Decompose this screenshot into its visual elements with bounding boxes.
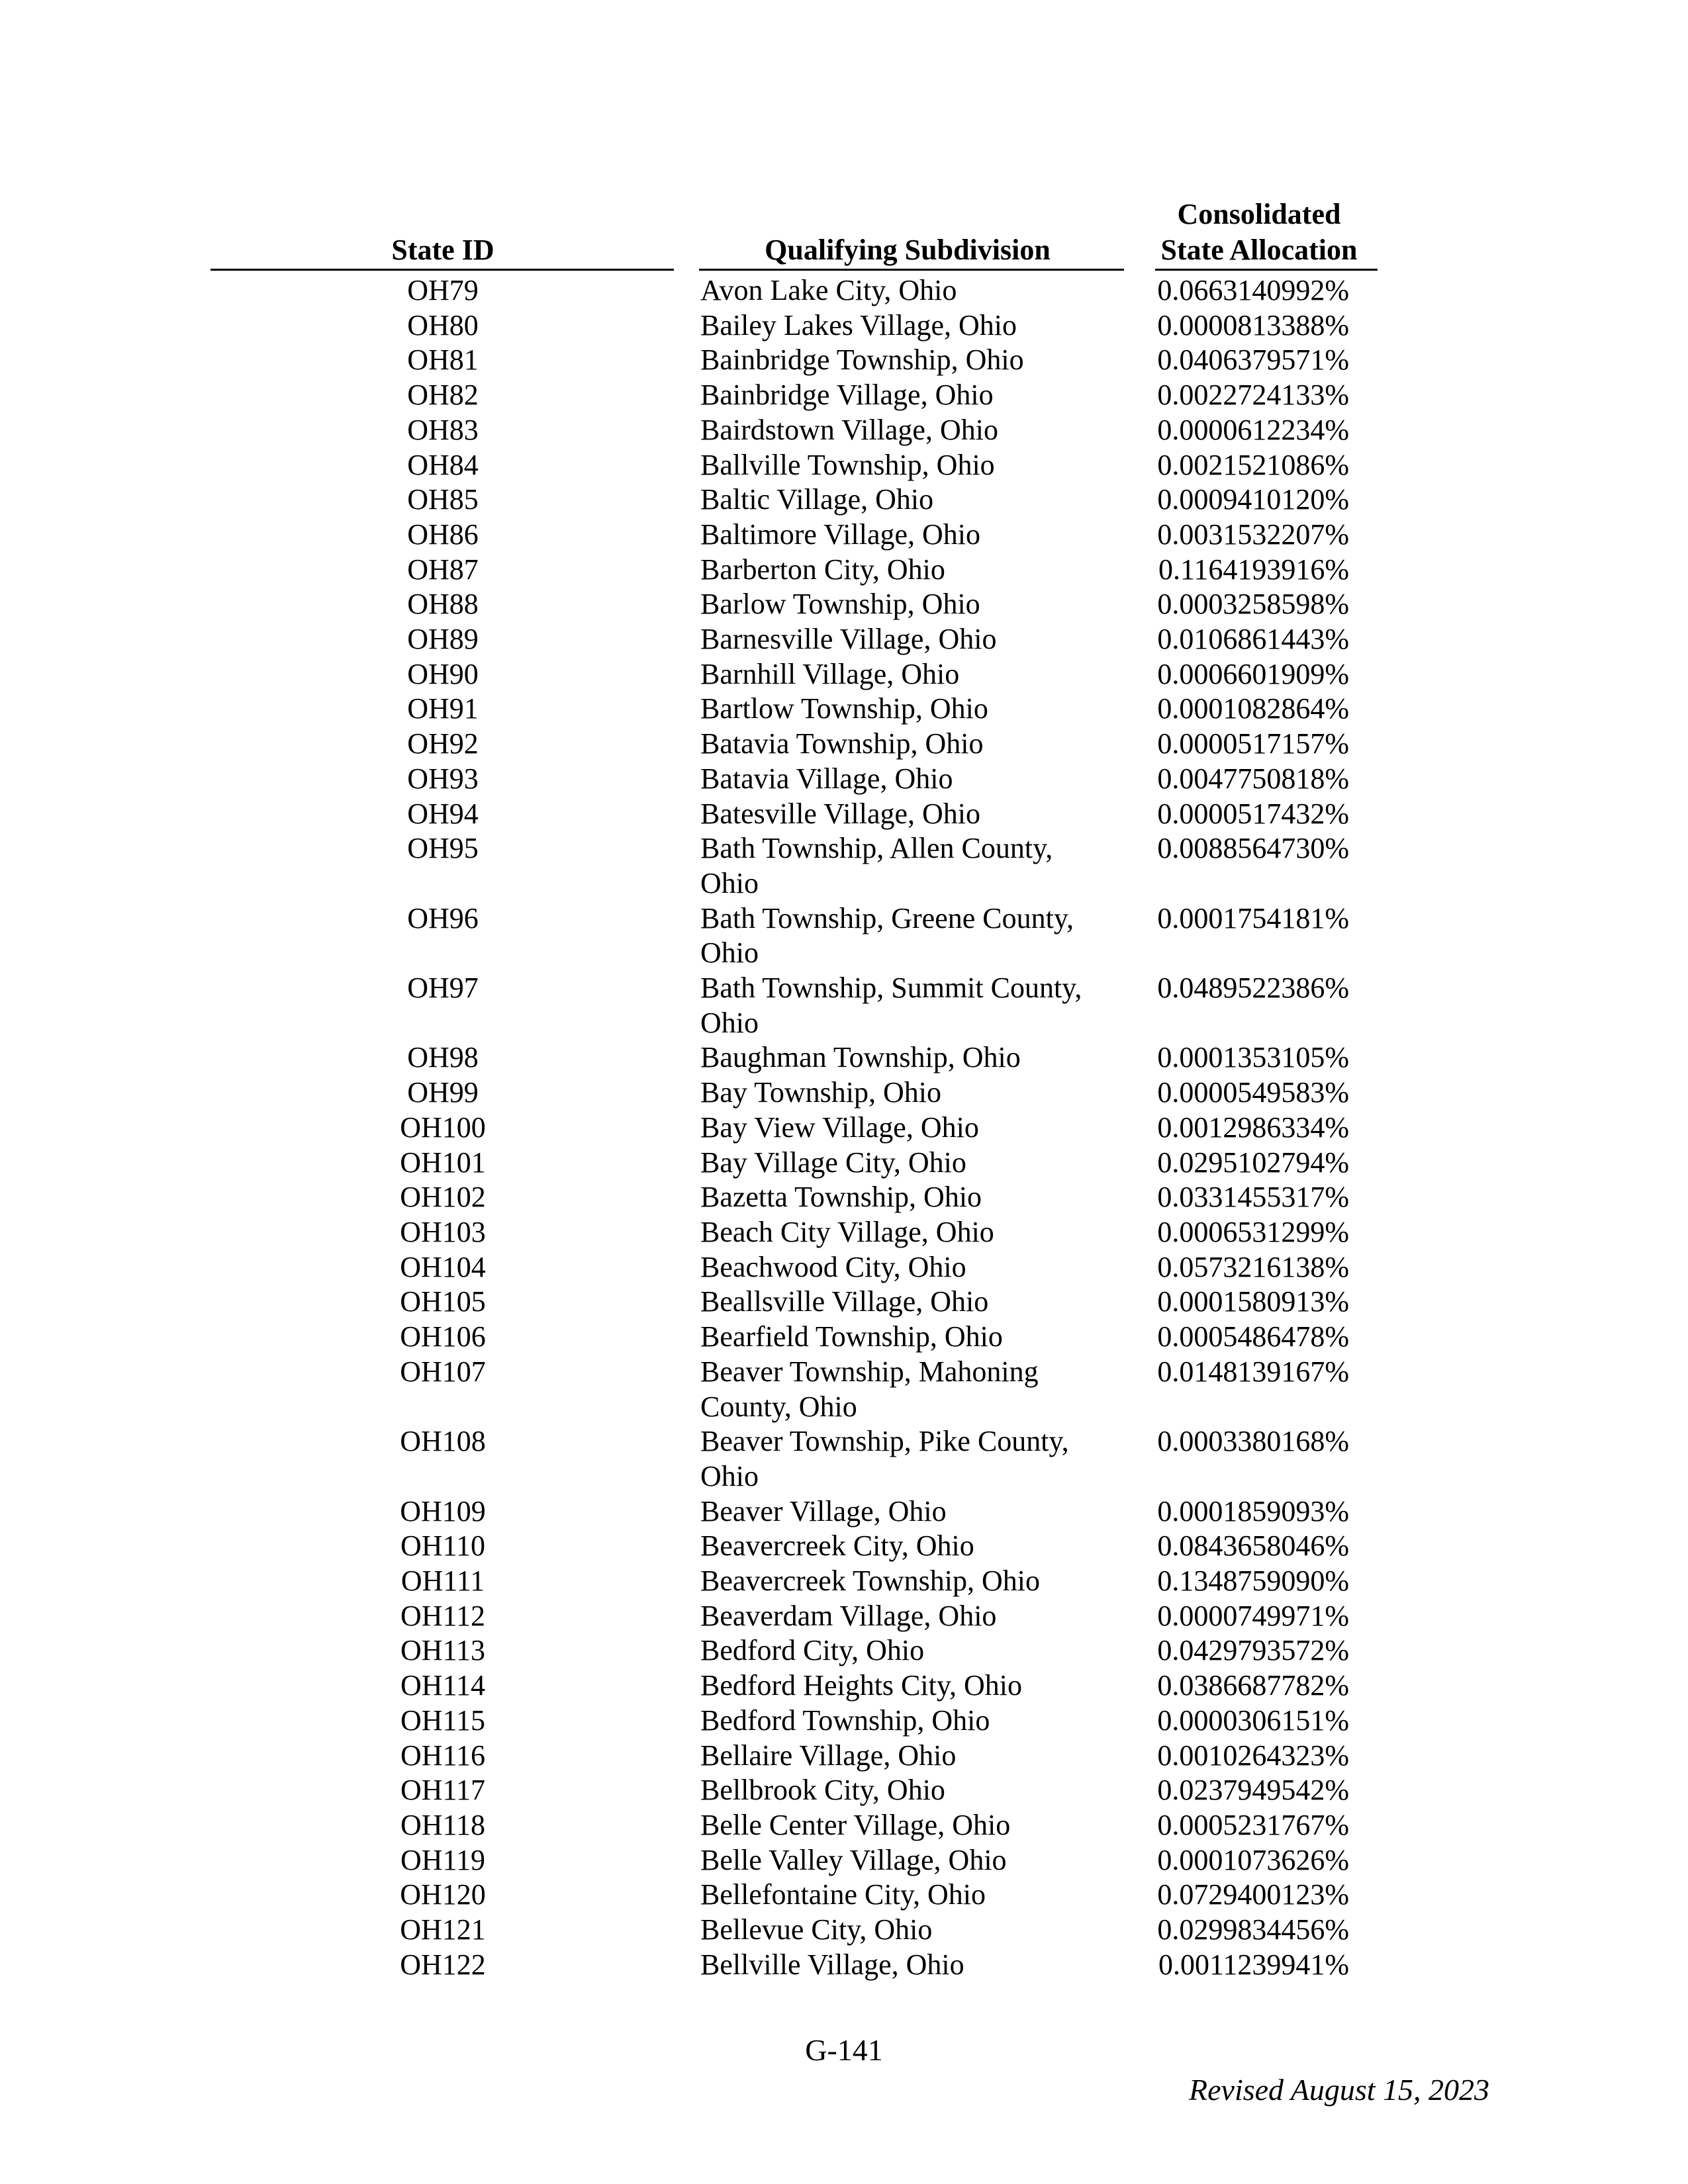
allocation-cell: 0.0022724133% — [1157, 379, 1349, 412]
subdivision-cell — [675, 901, 1098, 971]
header-rule-state-id — [211, 269, 674, 271]
subdivision-cell — [675, 1808, 1098, 1843]
subdivision-name-line: Bedford City, Ohio — [700, 1634, 925, 1667]
allocation-cell: 0.0406379571% — [1157, 343, 1349, 377]
state-id-cell: OH116 — [400, 1739, 485, 1772]
allocation-cell: 0.0843658046% — [1157, 1529, 1349, 1563]
subdivision-name-line: Beallsville Village, Ohio — [700, 1285, 989, 1318]
subdivision-name-line: Barnesville Village, Ohio — [700, 623, 997, 656]
subdivision-name-line: Bailey Lakes Village, Ohio — [700, 308, 1017, 341]
allocation-cell: 0.0573216138% — [1157, 1250, 1349, 1283]
subdivision-cell — [675, 1075, 1098, 1111]
allocation-cell: 0.0009410120% — [1157, 483, 1349, 516]
subdivision-name-line: Bellefontaine City, Ohio — [700, 1878, 986, 1911]
allocation-cell: 0.1164193916% — [1158, 553, 1349, 586]
subdivision-cell — [675, 1913, 1098, 1948]
state-id-cell: OH97 — [407, 972, 479, 1005]
subdivision-name-line: Avon Lake City, Ohio — [700, 274, 957, 306]
subdivision-name-line: Baltimore Village, Ohio — [700, 518, 981, 551]
state-id-cell: OH122 — [400, 1948, 486, 1981]
state-id-cell: OH95 — [407, 832, 479, 865]
state-id-cell: OH83 — [407, 413, 479, 446]
subdivision-cell — [675, 1250, 1098, 1285]
subdivision-cell — [675, 1668, 1098, 1704]
allocation-cell: 0.1348759090% — [1157, 1565, 1349, 1598]
subdivision-cell — [675, 762, 1098, 797]
table-row — [0, 1773, 1688, 1808]
table-row — [0, 587, 1688, 622]
table-row — [0, 1250, 1688, 1285]
table-row — [0, 1180, 1688, 1215]
subdivision-name-line: Beaver Township, Mahoning — [700, 1355, 1039, 1388]
header-rule-allocation — [1155, 269, 1378, 271]
table-row — [0, 1040, 1688, 1075]
subdivision-name-line: Beaverdam Village, Ohio — [700, 1599, 997, 1632]
allocation-table — [0, 273, 1688, 1982]
subdivision-name-line: Beaver Township, Pike County, — [700, 1425, 1069, 1458]
subdivision-name-line: Beaver Village, Ohio — [700, 1494, 947, 1527]
state-id-cell: OH113 — [400, 1634, 485, 1667]
allocation-cell: 0.0001580913% — [1157, 1285, 1349, 1318]
allocation-cell: 0.0148139167% — [1157, 1355, 1349, 1388]
subdivision-name-line: Bedford Heights City, Ohio — [700, 1669, 1022, 1702]
state-id-cell: OH85 — [407, 483, 479, 516]
table-row — [0, 308, 1688, 343]
table-row — [0, 482, 1688, 518]
subdivision-cell — [675, 622, 1098, 657]
table-row — [0, 343, 1688, 378]
subdivision-name-line: Bedford Township, Ohio — [700, 1704, 990, 1737]
state-id-cell: OH82 — [407, 379, 479, 412]
subdivision-cell — [675, 1040, 1098, 1075]
table-row — [0, 657, 1688, 692]
state-id-cell: OH101 — [400, 1146, 486, 1179]
table-row — [0, 553, 1688, 588]
allocation-cell: 0.0429793572% — [1157, 1634, 1349, 1667]
state-id-cell: OH81 — [407, 343, 479, 377]
table-row — [0, 1215, 1688, 1250]
allocation-cell: 0.0012986334% — [1157, 1111, 1349, 1144]
allocation-cell: 0.0003258598% — [1157, 588, 1349, 621]
allocation-cell: 0.0011239941% — [1158, 1948, 1349, 1981]
table-row — [0, 1878, 1688, 1913]
subdivision-cell — [675, 692, 1098, 727]
subdivision-cell — [675, 1215, 1098, 1250]
state-id-cell: OH112 — [400, 1599, 485, 1632]
subdivision-cell — [675, 831, 1098, 901]
subdivision-cell — [675, 308, 1098, 343]
subdivision-name-line: Bay Village City, Ohio — [700, 1146, 966, 1179]
table-row — [0, 797, 1688, 832]
allocation-cell: 0.0001353105% — [1157, 1041, 1349, 1074]
subdivision-cell — [675, 1529, 1098, 1564]
subdivision-name-line: Bath Township, Allen County, — [700, 832, 1053, 865]
subdivision-name-line: Barberton City, Ohio — [700, 553, 945, 586]
subdivision-cell — [675, 1704, 1098, 1739]
table-row — [0, 378, 1688, 413]
allocation-cell: 0.0000306151% — [1157, 1704, 1349, 1737]
subdivision-name-line: County, Ohio — [700, 1390, 857, 1423]
allocation-cell: 0.0021521086% — [1157, 448, 1349, 481]
header-allocation-line1: Consolidated — [1177, 198, 1341, 230]
state-id-cell: OH94 — [407, 797, 479, 830]
allocation-cell: 0.0001754181% — [1157, 901, 1349, 934]
subdivision-cell — [675, 343, 1098, 378]
state-id-cell: OH115 — [400, 1704, 485, 1737]
subdivision-cell — [675, 1320, 1098, 1355]
subdivision-name-line: Bath Township, Greene County, — [700, 901, 1074, 934]
subdivision-name-line: Bearfield Township, Ohio — [700, 1320, 1003, 1353]
state-id-cell: OH100 — [400, 1111, 486, 1144]
state-id-cell: OH103 — [400, 1215, 486, 1248]
subdivision-name-line: Ohio — [700, 1006, 759, 1039]
subdivision-cell — [675, 413, 1098, 448]
subdivision-cell — [675, 1285, 1098, 1320]
table-row — [0, 762, 1688, 797]
table-row — [0, 692, 1688, 727]
state-id-cell: OH87 — [407, 553, 479, 586]
allocation-cell: 0.0001859093% — [1157, 1494, 1349, 1527]
table-row — [0, 901, 1688, 971]
table-row — [0, 971, 1688, 1040]
header-allocation-line2: State Allocation — [1160, 234, 1358, 266]
allocation-cell: 0.0729400123% — [1157, 1878, 1349, 1911]
allocation-cell: 0.0489522386% — [1157, 972, 1349, 1005]
allocation-cell: 0.0295102794% — [1157, 1146, 1349, 1179]
subdivision-cell — [675, 553, 1098, 588]
table-row — [0, 1668, 1688, 1704]
state-id-cell: OH79 — [407, 274, 479, 306]
subdivision-cell — [675, 587, 1098, 622]
table-row — [0, 1285, 1688, 1320]
subdivision-name-line: Barnhill Village, Ohio — [700, 657, 960, 690]
subdivision-cell — [675, 1180, 1098, 1215]
subdivision-name-line: Bellevue City, Ohio — [700, 1913, 933, 1946]
table-row — [0, 518, 1688, 553]
subdivision-cell — [675, 1773, 1098, 1808]
subdivision-cell — [675, 1878, 1098, 1913]
subdivision-cell — [675, 448, 1098, 483]
subdivision-cell — [675, 1633, 1098, 1668]
subdivision-name-line: Beavercreek Township, Ohio — [700, 1565, 1040, 1598]
subdivision-name-line: Bellbrook City, Ohio — [700, 1774, 945, 1807]
subdivision-name-line: Bay Township, Ohio — [700, 1076, 942, 1109]
state-id-cell: OH120 — [400, 1878, 486, 1911]
allocation-cell: 0.0331455317% — [1157, 1181, 1349, 1214]
subdivision-name-line: Bath Township, Summit County, — [700, 972, 1082, 1005]
state-id-cell: OH121 — [400, 1913, 486, 1946]
state-id-cell: OH93 — [407, 762, 479, 795]
state-id-cell: OH110 — [400, 1529, 485, 1563]
state-id-cell: OH106 — [400, 1320, 486, 1353]
subdivision-cell — [675, 1564, 1098, 1599]
table-row — [0, 1355, 1688, 1424]
subdivision-name-line: Baltic Village, Ohio — [700, 483, 934, 516]
table-row — [0, 1599, 1688, 1634]
table-row — [0, 273, 1688, 308]
subdivision-cell — [675, 518, 1098, 553]
state-id-cell: OH99 — [407, 1076, 479, 1109]
subdivision-cell — [675, 1494, 1098, 1529]
table-row — [0, 1843, 1688, 1878]
state-id-cell: OH89 — [407, 623, 479, 656]
state-id-cell: OH96 — [407, 901, 479, 934]
allocation-cell: 0.0001082864% — [1157, 692, 1349, 725]
allocation-cell: 0.0010264323% — [1157, 1739, 1349, 1772]
allocation-cell: 0.0000749971% — [1157, 1599, 1349, 1632]
table-row — [0, 727, 1688, 762]
allocation-cell: 0.0088564730% — [1157, 832, 1349, 865]
state-id-cell: OH98 — [407, 1041, 479, 1074]
header-subdivision: Qualifying Subdivision — [765, 234, 1051, 266]
table-row — [0, 448, 1688, 483]
allocation-cell: 0.0005486478% — [1157, 1320, 1349, 1353]
subdivision-cell — [675, 273, 1098, 308]
allocation-cell: 0.0386687782% — [1157, 1669, 1349, 1702]
table-row — [0, 1913, 1688, 1948]
table-row — [0, 1739, 1688, 1774]
state-id-cell: OH91 — [407, 692, 479, 725]
subdivision-cell — [675, 1739, 1098, 1774]
subdivision-cell — [675, 727, 1098, 762]
state-id-cell: OH114 — [400, 1669, 485, 1702]
subdivision-cell — [675, 378, 1098, 413]
subdivision-name-line: Bartlow Township, Ohio — [700, 692, 988, 725]
allocation-cell: 0.0000612234% — [1157, 413, 1349, 446]
subdivision-cell — [675, 1843, 1098, 1878]
page-number: G-141 — [805, 2033, 883, 2067]
table-row — [0, 1564, 1688, 1599]
subdivision-name-line: Bellville Village, Ohio — [700, 1948, 964, 1981]
subdivision-name-line: Batavia Township, Ohio — [700, 727, 984, 760]
subdivision-name-line: Bellaire Village, Ohio — [700, 1739, 957, 1772]
subdivision-cell — [675, 1355, 1098, 1424]
table-row — [0, 1494, 1688, 1529]
table-row — [0, 413, 1688, 448]
allocation-cell: 0.0006531299% — [1157, 1215, 1349, 1248]
subdivision-name-line: Bairdstown Village, Ohio — [700, 413, 998, 446]
subdivision-name-line: Ohio — [700, 936, 759, 970]
state-id-cell: OH92 — [407, 727, 479, 760]
subdivision-name-line: Baughman Township, Ohio — [700, 1041, 1021, 1074]
subdivision-cell — [675, 657, 1098, 692]
state-id-cell: OH117 — [400, 1774, 485, 1807]
table-row — [0, 1633, 1688, 1668]
subdivision-cell — [675, 1948, 1098, 1983]
table-row — [0, 1111, 1688, 1146]
subdivision-name-line: Belle Center Village, Ohio — [700, 1808, 1011, 1841]
table-row — [0, 1529, 1688, 1564]
allocation-cell: 0.0000549583% — [1157, 1076, 1349, 1109]
allocation-cell: 0.0047750818% — [1157, 762, 1349, 795]
state-id-cell: OH118 — [400, 1808, 485, 1841]
allocation-cell: 0.0000813388% — [1157, 308, 1349, 341]
subdivision-cell — [675, 1146, 1098, 1181]
state-id-cell: OH111 — [400, 1565, 485, 1598]
subdivision-name-line: Bainbridge Township, Ohio — [700, 343, 1024, 377]
allocation-cell: 0.0000517157% — [1157, 727, 1349, 760]
state-id-cell: OH105 — [400, 1285, 486, 1318]
allocation-cell: 0.0000517432% — [1157, 797, 1349, 830]
state-id-cell: OH90 — [407, 657, 479, 690]
allocation-cell: 0.0005231767% — [1157, 1808, 1349, 1841]
table-row — [0, 1320, 1688, 1355]
table-row — [0, 622, 1688, 657]
subdivision-name-line: Bazetta Township, Ohio — [700, 1181, 982, 1214]
allocation-cell: 0.0237949542% — [1157, 1774, 1349, 1807]
state-id-cell: OH86 — [407, 518, 479, 551]
subdivision-name-line: Beach City Village, Ohio — [700, 1215, 994, 1248]
subdivision-cell — [675, 482, 1098, 518]
state-id-cell: OH102 — [400, 1181, 486, 1214]
allocation-cell: 0.0106861443% — [1157, 623, 1349, 656]
table-row — [0, 1424, 1688, 1494]
allocation-cell: 0.0031532207% — [1157, 518, 1349, 551]
revised-date: Revised August 15, 2023 — [1189, 2073, 1489, 2107]
subdivision-name-line: Bay View Village, Ohio — [700, 1111, 979, 1144]
subdivision-cell — [675, 1599, 1098, 1634]
table-row — [0, 1948, 1688, 1983]
subdivision-cell — [675, 1424, 1098, 1494]
allocation-cell: 0.0663140992% — [1157, 274, 1349, 306]
subdivision-cell — [675, 971, 1098, 1040]
header-state-id: State ID — [391, 234, 494, 266]
table-row — [0, 1075, 1688, 1111]
subdivision-name-line: Belle Valley Village, Ohio — [700, 1843, 1007, 1876]
state-id-cell: OH84 — [407, 448, 479, 481]
table-row — [0, 1808, 1688, 1843]
subdivision-cell — [675, 1111, 1098, 1146]
subdivision-name-line: Beavercreek City, Ohio — [700, 1529, 974, 1563]
subdivision-name-line: Bainbridge Village, Ohio — [700, 379, 994, 412]
state-id-cell: OH80 — [407, 308, 479, 341]
state-id-cell: OH108 — [400, 1425, 486, 1458]
allocation-cell: 0.0006601909% — [1157, 657, 1349, 690]
table-row — [0, 831, 1688, 901]
allocation-cell: 0.0001073626% — [1157, 1843, 1349, 1876]
allocation-cell: 0.0003380168% — [1157, 1425, 1349, 1458]
header-rule-subdivision — [699, 269, 1124, 271]
subdivision-name-line: Batavia Village, Ohio — [700, 762, 953, 795]
state-id-cell: OH88 — [407, 588, 479, 621]
state-id-cell: OH104 — [400, 1250, 486, 1283]
allocation-cell: 0.0299834456% — [1157, 1913, 1349, 1946]
subdivision-cell — [675, 797, 1098, 832]
subdivision-name-line: Ballville Township, Ohio — [700, 448, 995, 481]
state-id-cell: OH119 — [400, 1843, 485, 1876]
subdivision-name-line: Ohio — [700, 866, 759, 899]
header-allocation — [1140, 197, 1378, 268]
subdivision-name-line: Ohio — [700, 1459, 759, 1492]
state-id-cell: OH107 — [400, 1355, 486, 1388]
subdivision-name-line: Beachwood City, Ohio — [700, 1250, 966, 1283]
subdivision-name-line: Barlow Township, Ohio — [700, 588, 980, 621]
table-row — [0, 1146, 1688, 1181]
state-id-cell: OH109 — [400, 1494, 486, 1527]
table-row — [0, 1704, 1688, 1739]
subdivision-name-line: Batesville Village, Ohio — [700, 797, 981, 830]
